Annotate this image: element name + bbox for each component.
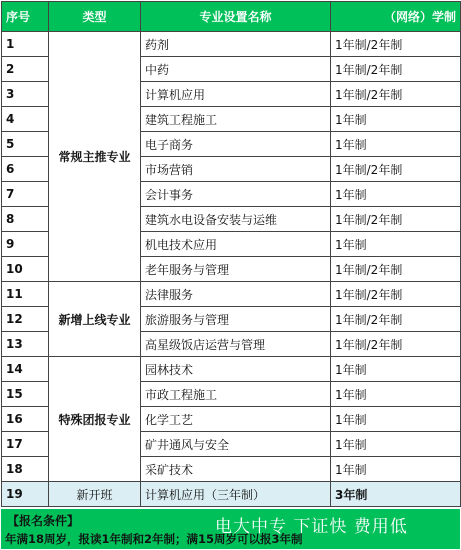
row-no: 18 [2,457,49,482]
header-no: 序号 [2,2,49,32]
row-major: 计算机应用（三年制） [141,482,331,507]
table-row-new-class [2,482,461,507]
row-major: 建筑工程施工 [141,107,331,132]
row-major: 旅游服务与管理 [141,307,331,332]
row-duration: 1年制/2年制 [331,157,461,182]
row-no: 4 [2,107,49,132]
footer-banner [1,509,460,549]
row-major: 园林技术 [141,357,331,382]
row-major: 机电技术应用 [141,232,331,257]
row-no: 14 [2,357,49,382]
row-major: 药剂 [141,32,331,57]
category-new-class: 新开班 [49,482,141,507]
row-no: 7 [2,182,49,207]
row-major: 电子商务 [141,132,331,157]
row-duration: 1年制/2年制 [331,207,461,232]
row-major: 市场营销 [141,157,331,182]
row-no: 1 [2,32,49,57]
row-major: 采矿技术 [141,457,331,482]
conditions-title: 【报名条件】 [7,514,80,528]
row-no: 3 [2,82,49,107]
row-duration: 1年制 [331,432,461,457]
row-duration: 1年制/2年制 [331,57,461,82]
header-type: 类型 [49,2,141,32]
row-no: 2 [2,57,49,82]
table-header-row [2,2,461,32]
row-major: 建筑水电设备安装与运维 [141,207,331,232]
row-duration: 1年制 [331,407,461,432]
header-major: 专业设置名称 [141,2,331,32]
row-no: 13 [2,332,49,357]
row-major: 法律服务 [141,282,331,307]
row-duration: 1年制 [331,457,461,482]
row-major: 会计事务 [141,182,331,207]
row-duration: 1年制 [331,182,461,207]
row-duration: 1年制 [331,357,461,382]
row-duration: 3年制 [331,482,461,507]
row-duration: 1年制 [331,382,461,407]
row-major: 市政工程施工 [141,382,331,407]
row-major: 高星级饭店运营与管理 [141,332,331,357]
row-major: 化学工艺 [141,407,331,432]
row-no: 19 [2,482,49,507]
row-major: 老年服务与管理 [141,257,331,282]
table-row [2,32,461,57]
row-duration: 1年制/2年制 [331,332,461,357]
row-no: 17 [2,432,49,457]
row-major: 计算机应用 [141,82,331,107]
row-no: 9 [2,232,49,257]
row-no: 12 [2,307,49,332]
majors-table [1,1,461,507]
row-no: 6 [2,157,49,182]
row-no: 5 [2,132,49,157]
row-duration: 1年制/2年制 [331,282,461,307]
row-no: 10 [2,257,49,282]
row-duration: 1年制/2年制 [331,257,461,282]
promo-slogan: 电大中专 下证快 费用低 [215,517,408,537]
table-row [2,357,461,382]
row-duration: 1年制 [331,232,461,257]
category-regular: 常规主推专业 [49,32,141,282]
row-no: 11 [2,282,49,307]
row-duration: 1年制/2年制 [331,32,461,57]
row-duration: 1年制 [331,107,461,132]
row-duration: 1年制 [331,132,461,157]
row-no: 8 [2,207,49,232]
row-duration: 1年制/2年制 [331,82,461,107]
row-no: 15 [2,382,49,407]
row-major: 矿井通风与安全 [141,432,331,457]
row-major: 中药 [141,57,331,82]
conditions-text: 年满18周岁，报读1年制和2年制；满15周岁可以报3年制 [5,532,303,546]
header-duration: （网络）学制 [331,2,461,32]
table-row [2,282,461,307]
category-new-online: 新增上线专业 [49,282,141,357]
category-special: 特殊团报专业 [49,357,141,482]
row-no: 16 [2,407,49,432]
row-duration: 1年制/2年制 [331,307,461,332]
